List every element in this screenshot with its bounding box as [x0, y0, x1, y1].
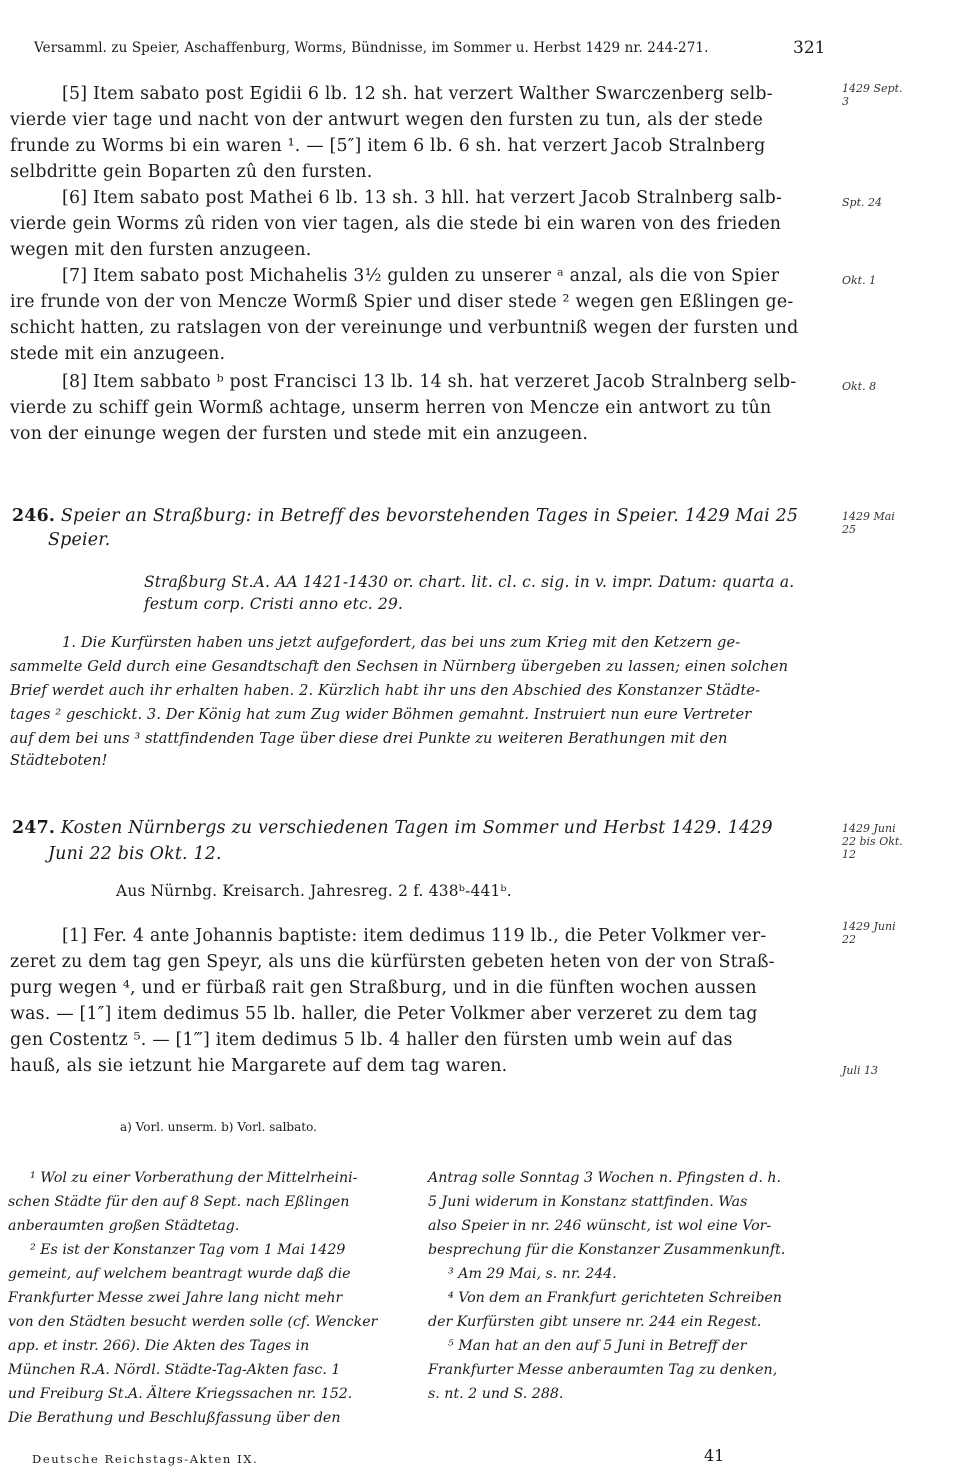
- footnote-line: also Speier in nr. 246 wünscht, ist wol eine Vor-: [428, 1218, 772, 1234]
- text-line: vierde vier tage und nacht von der antwurt wegen den fursten zu tun, als der stede: [10, 110, 763, 130]
- footnote-line: app. et instr. 266). Die Akten des Tages in: [8, 1338, 310, 1354]
- variant-notes: a) Vorl. unserm. b) Vorl. salbato.: [120, 1120, 317, 1134]
- footnote-line: ¹ Wol zu einer Vorberathung der Mittelrheini-: [30, 1170, 358, 1186]
- text-line: purg wegen ⁴, und er fürbaß rait gen Straßburg, und in die fünften wochen aussen: [10, 978, 757, 998]
- text-line: [1] Fer. 4 ante Johannis baptiste: item dedimus 119 lb., die Peter Volkmer ver-: [62, 926, 767, 946]
- text-line: ire frunde von der von Mencze Wormß Spier und diser stede ² wegen gen Eßlingen ge-: [10, 292, 794, 312]
- text-line: hauß, als sie ietzunt hie Margarete auf dem tag waren.: [10, 1056, 508, 1076]
- footnote-line: von den Städten besucht werden solle (cf. Wencker: [8, 1314, 378, 1330]
- text-line: wegen mit den fursten anzugeen.: [10, 240, 312, 260]
- entry-title-line: [12, 818, 832, 838]
- footer-signature: 41: [704, 1446, 725, 1465]
- text-line: frunde zu Worms bi ein waren ¹. — [5″] item 6 lb. 6 sh. hat verzert Jacob Stralnberg: [10, 136, 766, 156]
- footnote-line: anberaumten großen Städtetag.: [8, 1218, 240, 1234]
- text-line: [7] Item sabato post Michahelis 3½ gulden zu unserer ᵃ anzal, als die von Spier: [62, 266, 780, 286]
- footnote-line: 5 Juni widerum in Konstanz stattfinden. Was: [428, 1194, 748, 1210]
- entry-title: Speier an Straßburg: in Betreff des bevorstehenden Tages in Speier. 1429 Mai 25: [60, 506, 799, 526]
- text-line: gen Costentz ⁵. — [1‴] item dedimus 5 lb. 4 haller den fürsten umb wein auf das: [10, 1030, 733, 1050]
- entry-number: 247.: [12, 818, 56, 838]
- margin-date: Juli 13: [842, 1064, 879, 1077]
- footnote-line: ³ Am 29 Mai, s. nr. 244.: [448, 1266, 617, 1282]
- footnote-line: ² Es ist der Konstanzer Tag vom 1 Mai 1429: [30, 1242, 346, 1258]
- footnote-line: Frankfurter Messe anberaumten Tag zu denken,: [428, 1362, 778, 1378]
- entry-title: Kosten Nürnbergs zu verschiedenen Tagen im Sommer und Herbst 1429. 1429: [60, 818, 773, 838]
- footnote-line: s. nt. 2 und S. 288.: [428, 1386, 564, 1402]
- entry-title-line: Juni 22 bis Okt. 12.: [48, 844, 222, 864]
- regest-line: Städteboten!: [10, 752, 108, 769]
- footnote-line: Antrag solle Sonntag 3 Wochen n. Pfingsten d. h.: [428, 1170, 781, 1186]
- text-line: was. — [1″] item dedimus 55 lb. haller, die Peter Volkmer aber verzeret zu dem tag: [10, 1004, 758, 1024]
- footnote-line: und Freiburg St.A. Ältere Kriegssachen nr. 152.: [8, 1386, 353, 1402]
- text-line: zeret zu dem tag gen Speyr, als uns die kürfürsten gebeten heten von der von Straß-: [10, 952, 775, 972]
- footnote-line: Frankfurter Messe zwei Jahre lang nicht mehr: [8, 1290, 343, 1306]
- entry-number: 246.: [12, 506, 56, 526]
- source-line: Aus Nürnbg. Kreisarch. Jahresreg. 2 f. 438ᵇ-441ᵇ.: [116, 882, 512, 900]
- footnote-line: München R.A. Nördl. Städte-Tag-Akten fasc. 1: [8, 1362, 341, 1378]
- regest-line: sammelte Geld durch eine Gesandtschaft den Sechsen in Nürnberg übergeben zu lassen; einen solchen: [10, 658, 789, 675]
- margin-date: 1429 Mai 25: [842, 510, 895, 536]
- text-line: stede mit ein anzugeen.: [10, 344, 226, 364]
- source-line: Straßburg St.A. AA 1421-1430 or. chart. lit. cl. c. sig. in v. impr. Datum: quarta a.: [144, 573, 795, 591]
- footnote-line: Die Berathung und Beschlußfassung über den: [8, 1410, 341, 1426]
- margin-date: Spt. 24: [842, 196, 882, 209]
- regest-line: 1. Die Kurfürsten haben uns jetzt aufgefordert, das bei uns zum Krieg mit den Ketzern ge-: [62, 634, 741, 651]
- text-line: selbdritte gein Boparten zû den fursten.: [10, 162, 373, 182]
- text-line: vierde gein Worms zû riden von vier tagen, als die stede bi ein waren von des frieden: [10, 214, 782, 234]
- margin-date: 1429 Juni 22 bis Okt. 12: [842, 822, 903, 861]
- entry-title-line: [12, 506, 832, 526]
- footnote-line: ⁵ Man hat an den auf 5 Juni in Betreff der: [448, 1338, 747, 1354]
- page-number: 321: [793, 38, 826, 58]
- margin-date: Okt. 1: [842, 274, 877, 287]
- entry-title-line: Speier.: [48, 530, 111, 550]
- regest-line: tages ² geschickt. 3. Der König hat zum Zug wider Böhmen gemahnt. Instruiert nun eure Vertreter: [10, 706, 752, 723]
- regest-line: auf dem bei uns ³ stattfindenden Tage über diese drei Punkte zu weiteren Berathungen mit den: [10, 730, 728, 747]
- margin-date: Okt. 8: [842, 380, 877, 393]
- text-line: schicht hatten, zu ratslagen von der vereinunge und verbuntniß wegen der fursten und: [10, 318, 799, 338]
- footer-series-title: Deutsche Reichstags-Akten IX.: [32, 1452, 259, 1466]
- regest-line: Brief werdet auch ihr erhalten haben. 2. Kürzlich habt ihr uns den Abschied des Konstanzer Städte-: [10, 682, 761, 699]
- text-line: [5] Item sabato post Egidii 6 lb. 12 sh. hat verzert Walther Swarczenberg selb-: [62, 84, 773, 104]
- running-header: Versamml. zu Speier, Aschaffenburg, Worms, Bündnisse, im Sommer u. Herbst 1429 nr. 244-271.: [34, 40, 709, 56]
- footnote-line: der Kurfürsten gibt unsere nr. 244 ein Regest.: [428, 1314, 762, 1330]
- text-line: [6] Item sabato post Mathei 6 lb. 13 sh. 3 hll. hat verzert Jacob Stralnberg salb-: [62, 188, 783, 208]
- footnote-line: gemeint, auf welchem beantragt wurde daß die: [8, 1266, 351, 1282]
- text-line: [8] Item sabbato ᵇ post Francisci 13 lb. 14 sh. hat verzeret Jacob Stralnberg selb-: [62, 372, 797, 392]
- source-line: festum corp. Cristi anno etc. 29.: [144, 595, 404, 613]
- text-line: vierde zu schiff gein Wormß achtage, unserm herren von Mencze ein antwort zu tûn: [10, 398, 772, 418]
- footnote-line: ⁴ Von dem an Frankfurt gerichteten Schreiben: [448, 1290, 782, 1306]
- margin-date: 1429 Sept. 3: [842, 82, 903, 108]
- footnote-line: schen Städte für den auf 8 Sept. nach Eßlingen: [8, 1194, 350, 1210]
- text-line: von der einunge wegen der fursten und stede mit ein anzugeen.: [10, 424, 589, 444]
- footnote-line: besprechung für die Konstanzer Zusammenkunft.: [428, 1242, 786, 1258]
- margin-date: 1429 Juni 22: [842, 920, 896, 946]
